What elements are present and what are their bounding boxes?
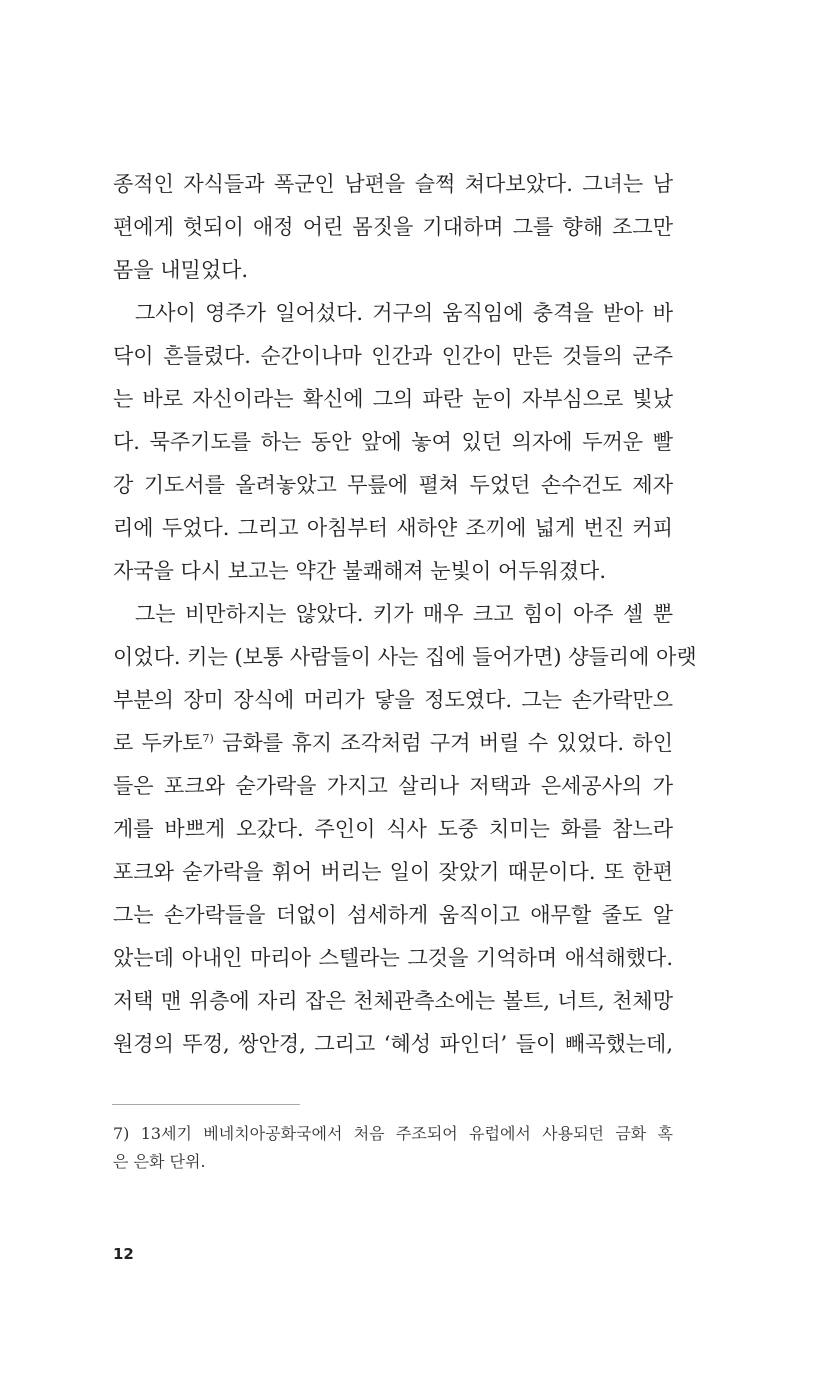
text-line: 리에 두었다. 그리고 아침부터 새하얀 조끼에 넓게 번진 커피 (113, 516, 673, 540)
body-text (113, 163, 697, 1066)
footnote-divider (112, 1104, 300, 1105)
text-line: 았는데 아내인 마리아 스텔라는 그것을 기억하며 애석해했다. (113, 946, 673, 970)
text-line-with-footnote (113, 722, 673, 765)
text-line: 종적인 자식들과 폭군인 남편을 슬쩍 쳐다보았다. 그녀는 남 (113, 172, 673, 196)
text-line: 몸을 내밀었다. (113, 258, 249, 282)
footnote-line: 은 은화 단위. (113, 1152, 206, 1171)
page-number: 12 (113, 1245, 134, 1263)
footnote-marker[interactable]: 7) (202, 732, 214, 745)
text-line: 편에게 헛되이 애정 어린 몸짓을 기대하며 그를 향해 조그만 (113, 215, 673, 239)
text-line: 들은 포크와 숟가락을 가지고 살리나 저택과 은세공사의 가 (113, 774, 673, 798)
text-line: 닥이 흔들렸다. 순간이나마 인간과 인간이 만든 것들의 군주 (113, 344, 673, 368)
footnote (113, 1120, 673, 1176)
text-line: 이었다. 키는 (보통 사람들이 사는 집에 들어가면) 샹들리에 아랫 (113, 645, 697, 669)
text-segment: 로 두카토 (113, 731, 203, 755)
text-line: 부분의 장미 장식에 머리가 닿을 정도였다. 그는 손가락만으 (113, 688, 673, 712)
text-line: 는 바로 자신이라는 확신에 그의 파란 눈이 자부심으로 빛났 (113, 387, 673, 411)
text-line: 포크와 숟가락을 휘어 버리는 일이 잦았기 때문이다. 또 한편 (113, 860, 673, 884)
text-line: 강 기도서를 올려놓았고 무릎에 펼쳐 두었던 손수건도 제자 (113, 473, 673, 497)
text-line: 게를 바쁘게 오갔다. 주인이 식사 도중 치미는 화를 참느라 (113, 817, 673, 841)
text-line: 원경의 뚜껑, 쌍안경, 그리고 ‘혜성 파인더’ 들이 빼곡했는데, (113, 1032, 673, 1056)
text-segment: 금화를 휴지 조각처럼 구겨 버릴 수 있었다. 하인 (222, 731, 673, 755)
text-line: 그는 손가락들을 더없이 섬세하게 움직이고 애무할 줄도 알 (113, 903, 673, 927)
text-line: 자국을 다시 보고는 약간 불쾌해져 눈빛이 어두워졌다. (113, 559, 607, 583)
text-line: 그는 비만하지는 않았다. 키가 매우 크고 힘이 아주 셀 뿐 (135, 602, 673, 626)
text-line: 다. 묵주기도를 하는 동안 앞에 놓여 있던 의자에 두꺼운 빨 (113, 430, 673, 454)
text-line: 저택 맨 위층에 자리 잡은 천체관측소에는 볼트, 너트, 천체망 (113, 989, 673, 1013)
text-line: 그사이 영주가 일어섰다. 거구의 움직임에 충격을 받아 바 (135, 301, 673, 325)
footnote-line: 7) 13세기 베네치아공화국에서 처음 주조되어 유럽에서 사용되던 금화 혹 (113, 1124, 673, 1143)
